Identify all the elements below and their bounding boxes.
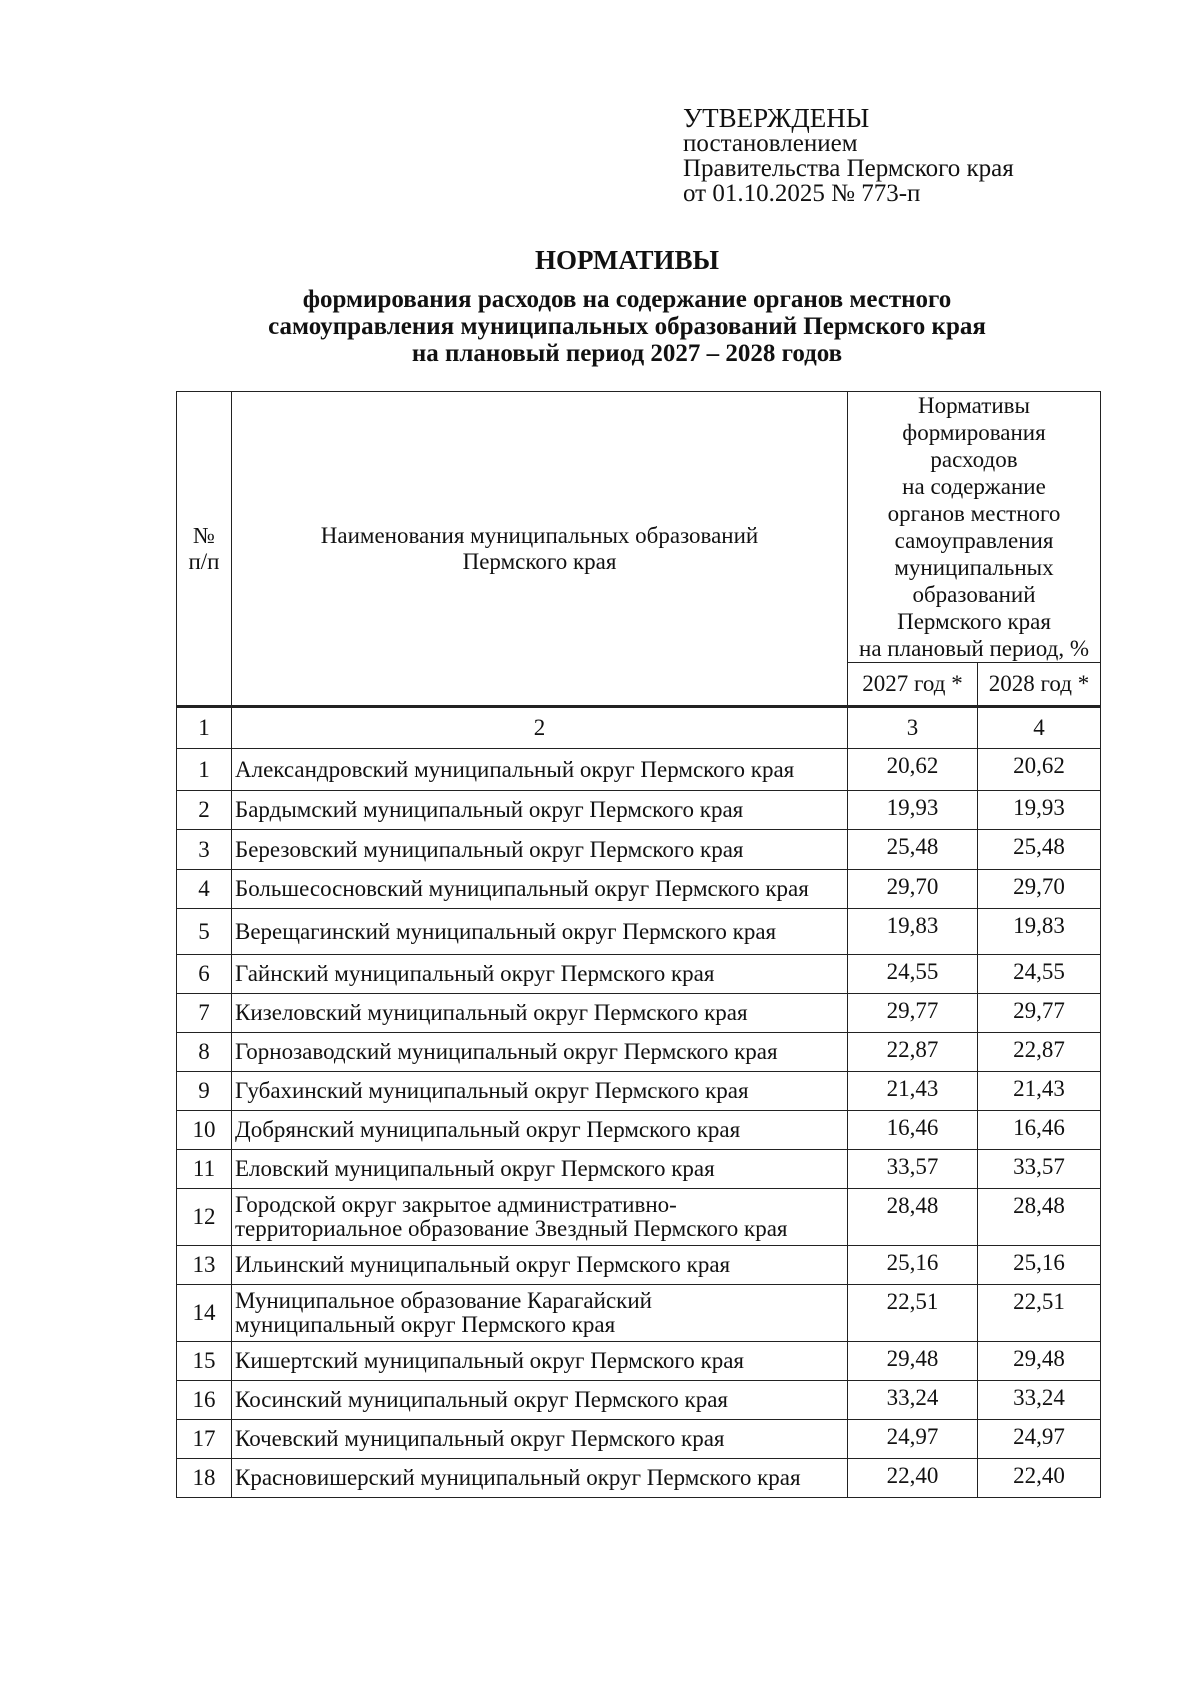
municipality-name bbox=[232, 1150, 848, 1189]
table-row bbox=[177, 1072, 1101, 1111]
municipality-name-line: Кочевский муниципальный округ Пермского края bbox=[235, 1426, 725, 1451]
norm-value-2027: 25,48 bbox=[848, 830, 978, 870]
table-row bbox=[177, 1033, 1101, 1072]
norm-value-2028: 16,46 bbox=[978, 1111, 1101, 1150]
document-title: НОРМАТИВЫ bbox=[534, 245, 720, 275]
row-number: 18 bbox=[177, 1459, 232, 1498]
header-norms-line: Пермского края bbox=[897, 609, 1051, 634]
norm-value-2027: 29,48 bbox=[848, 1342, 978, 1381]
header-norms-line: Нормативы bbox=[918, 393, 1030, 418]
table-row bbox=[177, 749, 1101, 791]
municipality-name bbox=[232, 1189, 848, 1246]
subtitle-line: на плановый период 2027 – 2028 годов bbox=[411, 340, 843, 367]
municipality-name-line: муниципальный округ Пермского края bbox=[235, 1312, 616, 1337]
municipality-name-line: Еловский муниципальный округ Пермского края bbox=[235, 1156, 715, 1181]
header-year-2028: 2028 год * bbox=[978, 663, 1101, 707]
norm-value-2027: 20,62 bbox=[848, 749, 978, 791]
document-subtitle bbox=[0, 286, 1200, 367]
norm-value-2028: 25,16 bbox=[978, 1246, 1101, 1285]
municipality-name bbox=[232, 1381, 848, 1420]
norm-value-2027: 21,43 bbox=[848, 1072, 978, 1111]
norms-table bbox=[176, 391, 1101, 1498]
municipality-name-line: Александровский муниципальный округ Пермского края bbox=[235, 756, 795, 782]
municipality-name-line: Ильинский муниципальный округ Пермского края bbox=[235, 1252, 731, 1277]
row-number: 3 bbox=[177, 830, 232, 870]
municipality-name-line: Городской округ закрытое административно- bbox=[235, 1192, 677, 1217]
header-norms-line: на плановый период, % bbox=[859, 636, 1089, 661]
row-number: 5 bbox=[177, 909, 232, 955]
row-number: 4 bbox=[177, 870, 232, 909]
municipality-name-line: Большесосновский муниципальный округ Пермского края bbox=[235, 876, 809, 901]
table-row bbox=[177, 1381, 1101, 1420]
norm-value-2028: 22,51 bbox=[978, 1285, 1101, 1342]
row-number: 7 bbox=[177, 994, 232, 1033]
norm-value-2028: 29,70 bbox=[978, 870, 1101, 909]
row-number: 10 bbox=[177, 1111, 232, 1150]
approval-heading: УТВЕРЖДЕНЫ bbox=[683, 103, 870, 133]
row-number: 11 bbox=[177, 1150, 232, 1189]
norm-value-2027: 24,55 bbox=[848, 955, 978, 994]
norm-value-2028: 25,48 bbox=[978, 830, 1101, 870]
municipality-name bbox=[232, 830, 848, 870]
norm-value-2027: 33,57 bbox=[848, 1150, 978, 1189]
norm-value-2028: 22,87 bbox=[978, 1033, 1101, 1072]
header-norms-line: расходов bbox=[930, 447, 1018, 472]
norm-value-2028: 24,55 bbox=[978, 955, 1101, 994]
header-name bbox=[232, 392, 848, 707]
header-norms-line: на содержание bbox=[902, 474, 1046, 499]
header-norms-line: муниципальных bbox=[894, 555, 1054, 580]
table-row bbox=[177, 1246, 1101, 1285]
municipality-name bbox=[232, 909, 848, 955]
norm-value-2028: 19,93 bbox=[978, 791, 1101, 830]
header-norms-line: самоуправления bbox=[894, 528, 1054, 553]
norm-value-2028: 20,62 bbox=[978, 749, 1101, 791]
subtitle-line: формирования расходов на содержание органов местного bbox=[302, 286, 952, 313]
norm-value-2028: 29,48 bbox=[978, 1342, 1101, 1381]
municipality-name-line: Добрянский муниципальный округ Пермского края bbox=[235, 1117, 741, 1142]
norm-value-2028: 19,83 bbox=[978, 909, 1101, 955]
table-row bbox=[177, 1459, 1101, 1498]
municipality-name bbox=[232, 1033, 848, 1072]
table-row bbox=[177, 870, 1101, 909]
row-number: 2 bbox=[177, 791, 232, 830]
table-row bbox=[177, 1285, 1101, 1342]
municipality-name bbox=[232, 1459, 848, 1498]
header-norms-line: образований bbox=[912, 582, 1036, 607]
municipality-name-line: территориальное образование Звездный Пермского края bbox=[235, 1216, 788, 1241]
row-number: 14 bbox=[177, 1285, 232, 1342]
column-number: 3 bbox=[848, 707, 978, 749]
municipality-name-line: Красновишерский муниципальный округ Пермского края bbox=[235, 1465, 801, 1490]
norm-value-2027: 29,77 bbox=[848, 994, 978, 1033]
column-number-row bbox=[177, 707, 1101, 749]
norm-value-2028: 29,77 bbox=[978, 994, 1101, 1033]
table-row bbox=[177, 909, 1101, 955]
table-row bbox=[177, 1420, 1101, 1459]
row-number: 15 bbox=[177, 1342, 232, 1381]
row-number: 12 bbox=[177, 1189, 232, 1246]
row-number: 6 bbox=[177, 955, 232, 994]
table-row bbox=[177, 994, 1101, 1033]
municipality-name-line: Муниципальное образование Карагайский bbox=[235, 1288, 652, 1313]
municipality-name-line: Верещагинский муниципальный округ Пермского края bbox=[235, 918, 777, 944]
header-norms-line: органов местного bbox=[887, 501, 1061, 526]
norm-value-2028: 28,48 bbox=[978, 1189, 1101, 1246]
municipality-name bbox=[232, 955, 848, 994]
header-norms-lines bbox=[851, 392, 1097, 662]
norm-value-2027: 25,16 bbox=[848, 1246, 978, 1285]
norm-value-2027: 24,97 bbox=[848, 1420, 978, 1459]
norm-value-2028: 33,57 bbox=[978, 1150, 1101, 1189]
norm-value-2027: 33,24 bbox=[848, 1381, 978, 1420]
header-name-line: Наименования муниципальных образований bbox=[320, 522, 759, 548]
municipality-name bbox=[232, 870, 848, 909]
table-row bbox=[177, 955, 1101, 994]
municipality-name bbox=[232, 749, 848, 791]
norm-value-2028: 21,43 bbox=[978, 1072, 1101, 1111]
norm-value-2027: 28,48 bbox=[848, 1189, 978, 1246]
header-norms bbox=[848, 392, 1101, 663]
table-row bbox=[177, 1342, 1101, 1381]
row-number: 17 bbox=[177, 1420, 232, 1459]
municipality-name-line: Кизеловский муниципальный округ Пермского края bbox=[235, 1000, 748, 1025]
norm-value-2028: 33,24 bbox=[978, 1381, 1101, 1420]
municipality-name bbox=[232, 1420, 848, 1459]
municipality-name-line: Кишертский муниципальный округ Пермского края bbox=[235, 1348, 745, 1373]
municipality-name-line: Горнозаводский муниципальный округ Пермского края bbox=[235, 1039, 778, 1064]
row-number: 1 bbox=[177, 749, 232, 791]
header-year-2027: 2027 год * bbox=[848, 663, 978, 707]
table-row bbox=[177, 830, 1101, 870]
municipality-name bbox=[232, 791, 848, 830]
norm-value-2028: 22,40 bbox=[978, 1459, 1101, 1498]
norm-value-2027: 22,87 bbox=[848, 1033, 978, 1072]
municipality-name bbox=[232, 994, 848, 1033]
norm-value-2028: 24,97 bbox=[978, 1420, 1101, 1459]
municipality-name bbox=[232, 1111, 848, 1150]
header-norms-line: формирования bbox=[902, 420, 1046, 445]
norm-value-2027: 16,46 bbox=[848, 1111, 978, 1150]
approval-line: постановлением bbox=[683, 130, 858, 157]
approval-block bbox=[683, 103, 1014, 207]
column-number: 4 bbox=[978, 707, 1101, 749]
table-row bbox=[177, 1150, 1101, 1189]
table-body bbox=[177, 707, 1101, 1498]
row-number: 13 bbox=[177, 1246, 232, 1285]
approval-line: от 01.10.2025 № 773-п bbox=[683, 180, 921, 207]
municipality-name-line: Бардымский муниципальный округ Пермского края bbox=[235, 797, 744, 822]
header-number bbox=[177, 392, 232, 707]
norm-value-2027: 19,83 bbox=[848, 909, 978, 955]
header-number-line: п/п bbox=[188, 548, 220, 574]
row-number: 8 bbox=[177, 1033, 232, 1072]
municipality-name bbox=[232, 1285, 848, 1342]
municipality-name bbox=[232, 1246, 848, 1285]
row-number: 16 bbox=[177, 1381, 232, 1420]
municipality-name bbox=[232, 1342, 848, 1381]
column-number: 1 bbox=[177, 707, 232, 749]
table-row bbox=[177, 1111, 1101, 1150]
norm-value-2027: 29,70 bbox=[848, 870, 978, 909]
municipality-name-line: Гайнский муниципальный округ Пермского края bbox=[235, 961, 715, 986]
table-row bbox=[177, 791, 1101, 830]
table-row bbox=[177, 1189, 1101, 1246]
norm-value-2027: 19,93 bbox=[848, 791, 978, 830]
norm-value-2027: 22,51 bbox=[848, 1285, 978, 1342]
header-name-line: Пермского края bbox=[462, 548, 617, 574]
municipality-name-line: Косинский муниципальный округ Пермского края bbox=[235, 1387, 729, 1412]
municipality-name bbox=[232, 1072, 848, 1111]
municipality-name-line: Губахинский муниципальный округ Пермского края bbox=[235, 1078, 749, 1103]
subtitle-line: самоуправления муниципальных образований Пермского края bbox=[268, 313, 986, 340]
header-number-line: № bbox=[193, 522, 215, 548]
column-number: 2 bbox=[232, 707, 848, 749]
norm-value-2027: 22,40 bbox=[848, 1459, 978, 1498]
row-number: 9 bbox=[177, 1072, 232, 1111]
municipality-name-line: Березовский муниципальный округ Пермского края bbox=[235, 836, 744, 862]
approval-line: Правительства Пермского края bbox=[683, 155, 1014, 182]
